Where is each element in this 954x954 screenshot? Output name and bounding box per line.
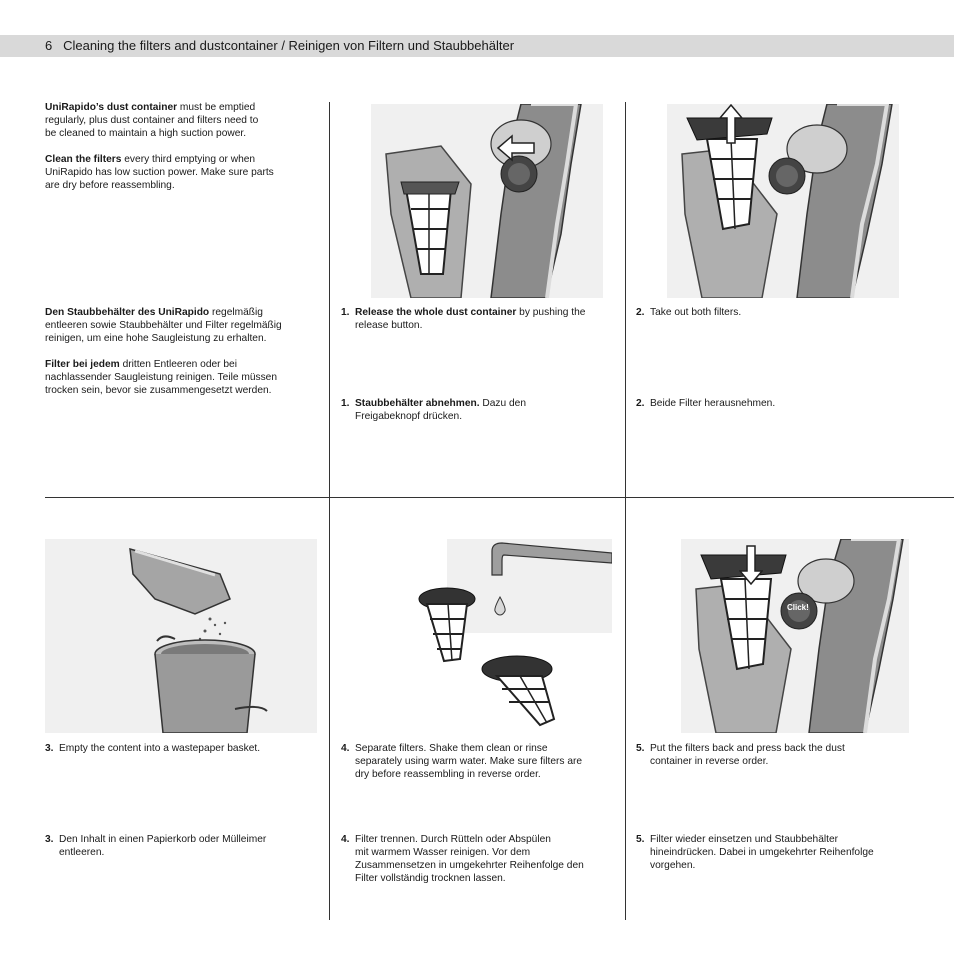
step-4-en-l1: Separate filters. Shake them clean or rinse	[355, 743, 548, 754]
step-4-english	[341, 742, 630, 781]
step-2-number-de: 2.	[636, 398, 645, 409]
intro-en-p2-l2: UniRapido has low suction power. Make sure parts	[45, 167, 274, 178]
click-label: Click!	[787, 603, 809, 612]
intro-de-p2-l1: dritten Entleeren oder bei	[119, 359, 237, 370]
row-divider	[45, 497, 954, 498]
step-5-en-l2: container in reverse order.	[650, 756, 769, 767]
intro-en-p1-bold: UniRapido’s dust container	[45, 102, 178, 113]
step-1-en-l1: by pushing the	[516, 307, 586, 318]
intro-en-p2-l3: are dry before reassembling.	[45, 180, 175, 191]
step-3-number: 3.	[45, 743, 54, 754]
intro-de-p2-l2: nachlassender Saugleistung reinigen. Teile müssen	[45, 372, 278, 383]
step-2-number: 2.	[636, 307, 645, 318]
step-3-german	[45, 833, 334, 859]
column-divider-1	[329, 102, 330, 920]
step-1-number-de: 1.	[341, 398, 350, 409]
step-1-de-bold: Staubbehälter abnehmen.	[355, 398, 480, 409]
step-5-english	[636, 742, 930, 768]
intro-de-p2-bold: Filter bei jedem	[45, 359, 120, 370]
step-5-number-de: 5.	[636, 834, 645, 845]
intro-de-p1-l2: entleeren sowie Staubbehälter und Filter regelmäßig	[45, 320, 282, 331]
step-5-de-l3: vorgehen.	[650, 860, 696, 871]
step-1-en-l2: release button.	[355, 320, 423, 331]
column-divider-2	[625, 102, 626, 920]
water-drop-icon	[493, 596, 507, 616]
step-4-en-l2: separately using warm water. Make sure filters are	[355, 756, 583, 767]
figure-step-4	[412, 539, 612, 733]
step-2-de-l1: Beide Filter herausnehmen.	[650, 398, 776, 409]
step-1-number: 1.	[341, 307, 350, 318]
step-2-german	[636, 397, 925, 410]
step-3-number-de: 3.	[45, 834, 54, 845]
section-title	[45, 38, 514, 53]
lift-arrow-icon	[719, 104, 743, 144]
step-5-en-l1: Put the filters back and press back the dust	[650, 743, 845, 754]
press-arrow-icon	[739, 545, 763, 585]
step-4-number: 4.	[341, 743, 350, 754]
step-5-de-l2: hineindrücken. Dabei in umgekehrter Reihenfolge	[650, 847, 874, 858]
intro-en-p1-l2: regularly, plus dust container and filters need to	[45, 115, 259, 126]
step-4-de-l3: Zusammensetzen in umgekehrter Reihenfolge den	[355, 860, 584, 871]
step-2-en-l1: Take out both filters.	[650, 307, 742, 318]
intro-de-p1-l1: regelmäßig	[209, 307, 263, 318]
step-5-german	[636, 833, 930, 872]
intro-en-p2-l1: every third emptying or when	[121, 154, 256, 165]
step-5-de-l1: Filter wieder einsetzen und Staubbehälter	[650, 834, 839, 845]
release-arrow-icon	[496, 134, 536, 162]
step-4-number-de: 4.	[341, 834, 350, 845]
step-5-number: 5.	[636, 743, 645, 754]
step-4-de-l1: Filter trennen. Durch Rütteln oder Abspülen	[355, 834, 551, 845]
step-1-german	[341, 397, 630, 423]
intro-german	[45, 306, 320, 397]
step-1-de-l2: Freigabeknopf drücken.	[355, 411, 463, 422]
intro-en-p1-l1: must be emptied	[177, 102, 256, 113]
intro-de-p1-l3: reinigen, um eine hohe Saugleistung zu erhalten.	[45, 333, 267, 344]
intro-de-p2-l3: trocken sein, bevor sie zusammengesetzt werden.	[45, 385, 272, 396]
step-3-english	[45, 742, 334, 755]
intro-english	[45, 101, 315, 192]
section-header	[0, 35, 954, 57]
step-4-en-l3: dry before reassembling in reverse order.	[355, 769, 541, 780]
step-1-en-bold: Release the whole dust container	[355, 307, 517, 318]
figure-step-5	[681, 539, 909, 733]
step-4-de-l2: mit warmem Wasser reinigen. Vor dem	[355, 847, 531, 858]
figure-step-3	[45, 539, 317, 733]
section-number: 6	[45, 38, 53, 53]
intro-en-p1-l3: be cleaned to maintain a high suction power.	[45, 128, 247, 139]
step-3-de-l1: Den Inhalt in einen Papierkorb oder Mülleimer	[59, 834, 267, 845]
step-1-english	[341, 306, 630, 332]
intro-de-p1-bold: Den Staubbehälter des UniRapido	[45, 307, 210, 318]
step-3-en-l1: Empty the content into a wastepaper basket.	[59, 743, 261, 754]
step-4-de-l4: Filter vollständig trocknen lassen.	[355, 873, 506, 884]
step-4-german	[341, 833, 630, 885]
step-2-english	[636, 306, 925, 319]
intro-en-p2-bold: Clean the filters	[45, 154, 122, 165]
section-title-text: Cleaning the filters and dustcontainer / Reinigen von Filtern und Staubbehälter	[63, 38, 515, 53]
figure-step-1	[371, 104, 603, 298]
step-3-de-l2: entleeren.	[59, 847, 105, 858]
step-1-de-l1: Dazu den	[479, 398, 526, 409]
figure-step-2	[667, 104, 899, 298]
